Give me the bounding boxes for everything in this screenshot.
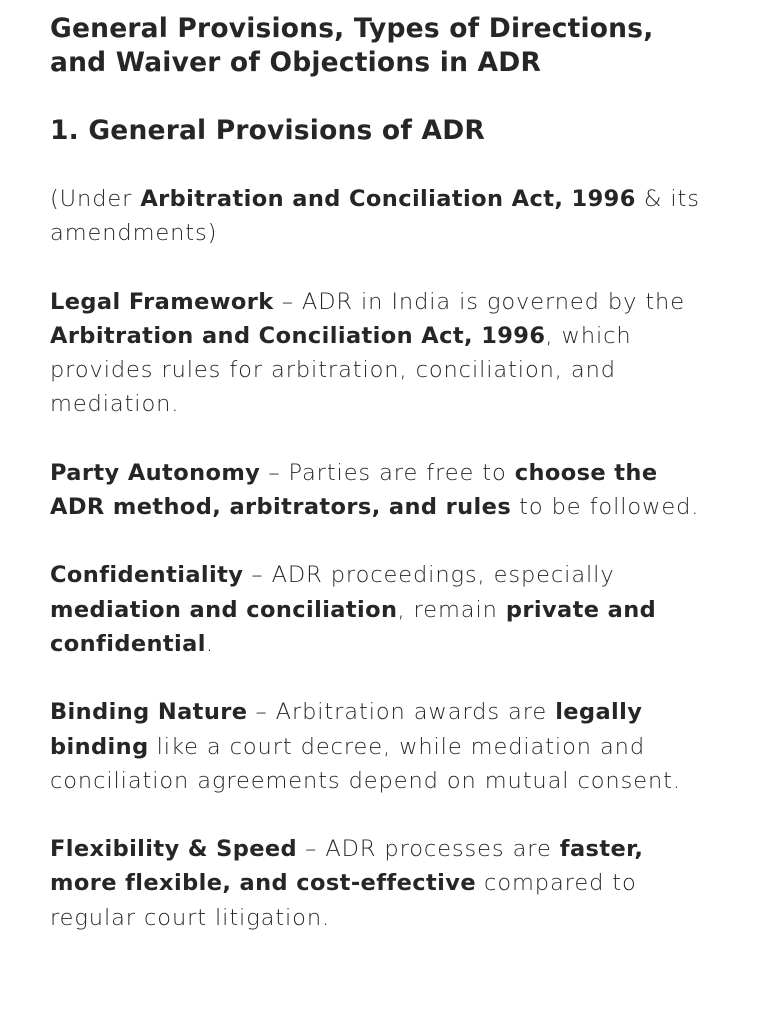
paragraph-term: Flexibility & Speed [50, 836, 298, 863]
paragraph-binding-nature [50, 695, 718, 798]
paragraph-party-autonomy [50, 456, 718, 525]
paragraph-flexibility-speed [50, 832, 718, 935]
paragraph-text: – ADR in India is governed by the [273, 288, 685, 315]
paragraph-emphasis: choose the ADR method, arbitrators, and rules [50, 459, 658, 521]
paragraph-confidentiality [50, 558, 718, 661]
paragraph-emphasis: legally binding [50, 699, 643, 760]
paragraph-emphasis: Arbitration and Conciliation Act, 1996 [50, 322, 546, 349]
paragraph-term: Binding Nature [50, 699, 248, 726]
paragraph-emphasis: mediation and conciliation [50, 596, 398, 623]
intro-suffix: & its amendments) [50, 186, 700, 247]
paragraph-legal-framework [50, 285, 718, 422]
intro-paragraph [50, 182, 718, 251]
paragraph-text: – Parties are free to [260, 459, 515, 486]
paragraph-term: Party Autonomy [50, 459, 261, 486]
paragraph-emphasis: faster, more flexible, and cost-effective [50, 836, 644, 897]
intro-act-name: Arbitration and Conciliation Act, 1996 [140, 186, 636, 212]
paragraph-emphasis: private and confidential [50, 596, 657, 657]
paragraph-text: , remain [397, 596, 506, 623]
paragraph-text: , which provides rules for arbitration, conciliation, and mediation. [50, 322, 632, 418]
paragraph-text: – Arbitration awards are [247, 699, 556, 726]
section-heading: 1. General Provisions of ADR [50, 115, 486, 146]
paragraph-text: – ADR proceedings, especially [243, 562, 615, 589]
document-title: General Provisions, Types of Directions, and Waiver of Objections in ADR [50, 13, 654, 78]
paragraph-term: Legal Framework [50, 288, 274, 315]
paragraph-text: – ADR processes are [297, 836, 560, 863]
paragraph-text: compared to regular court litigation. [50, 870, 637, 931]
intro-prefix: (Under [50, 186, 141, 212]
paragraph-text: . [205, 630, 214, 657]
paragraph-term: Confidentiality [50, 562, 244, 589]
paragraph-text: like a court decree, while mediation and conciliation agreements depend on mutual consent. [50, 733, 681, 794]
paragraph-text: to be followed. [511, 494, 700, 521]
